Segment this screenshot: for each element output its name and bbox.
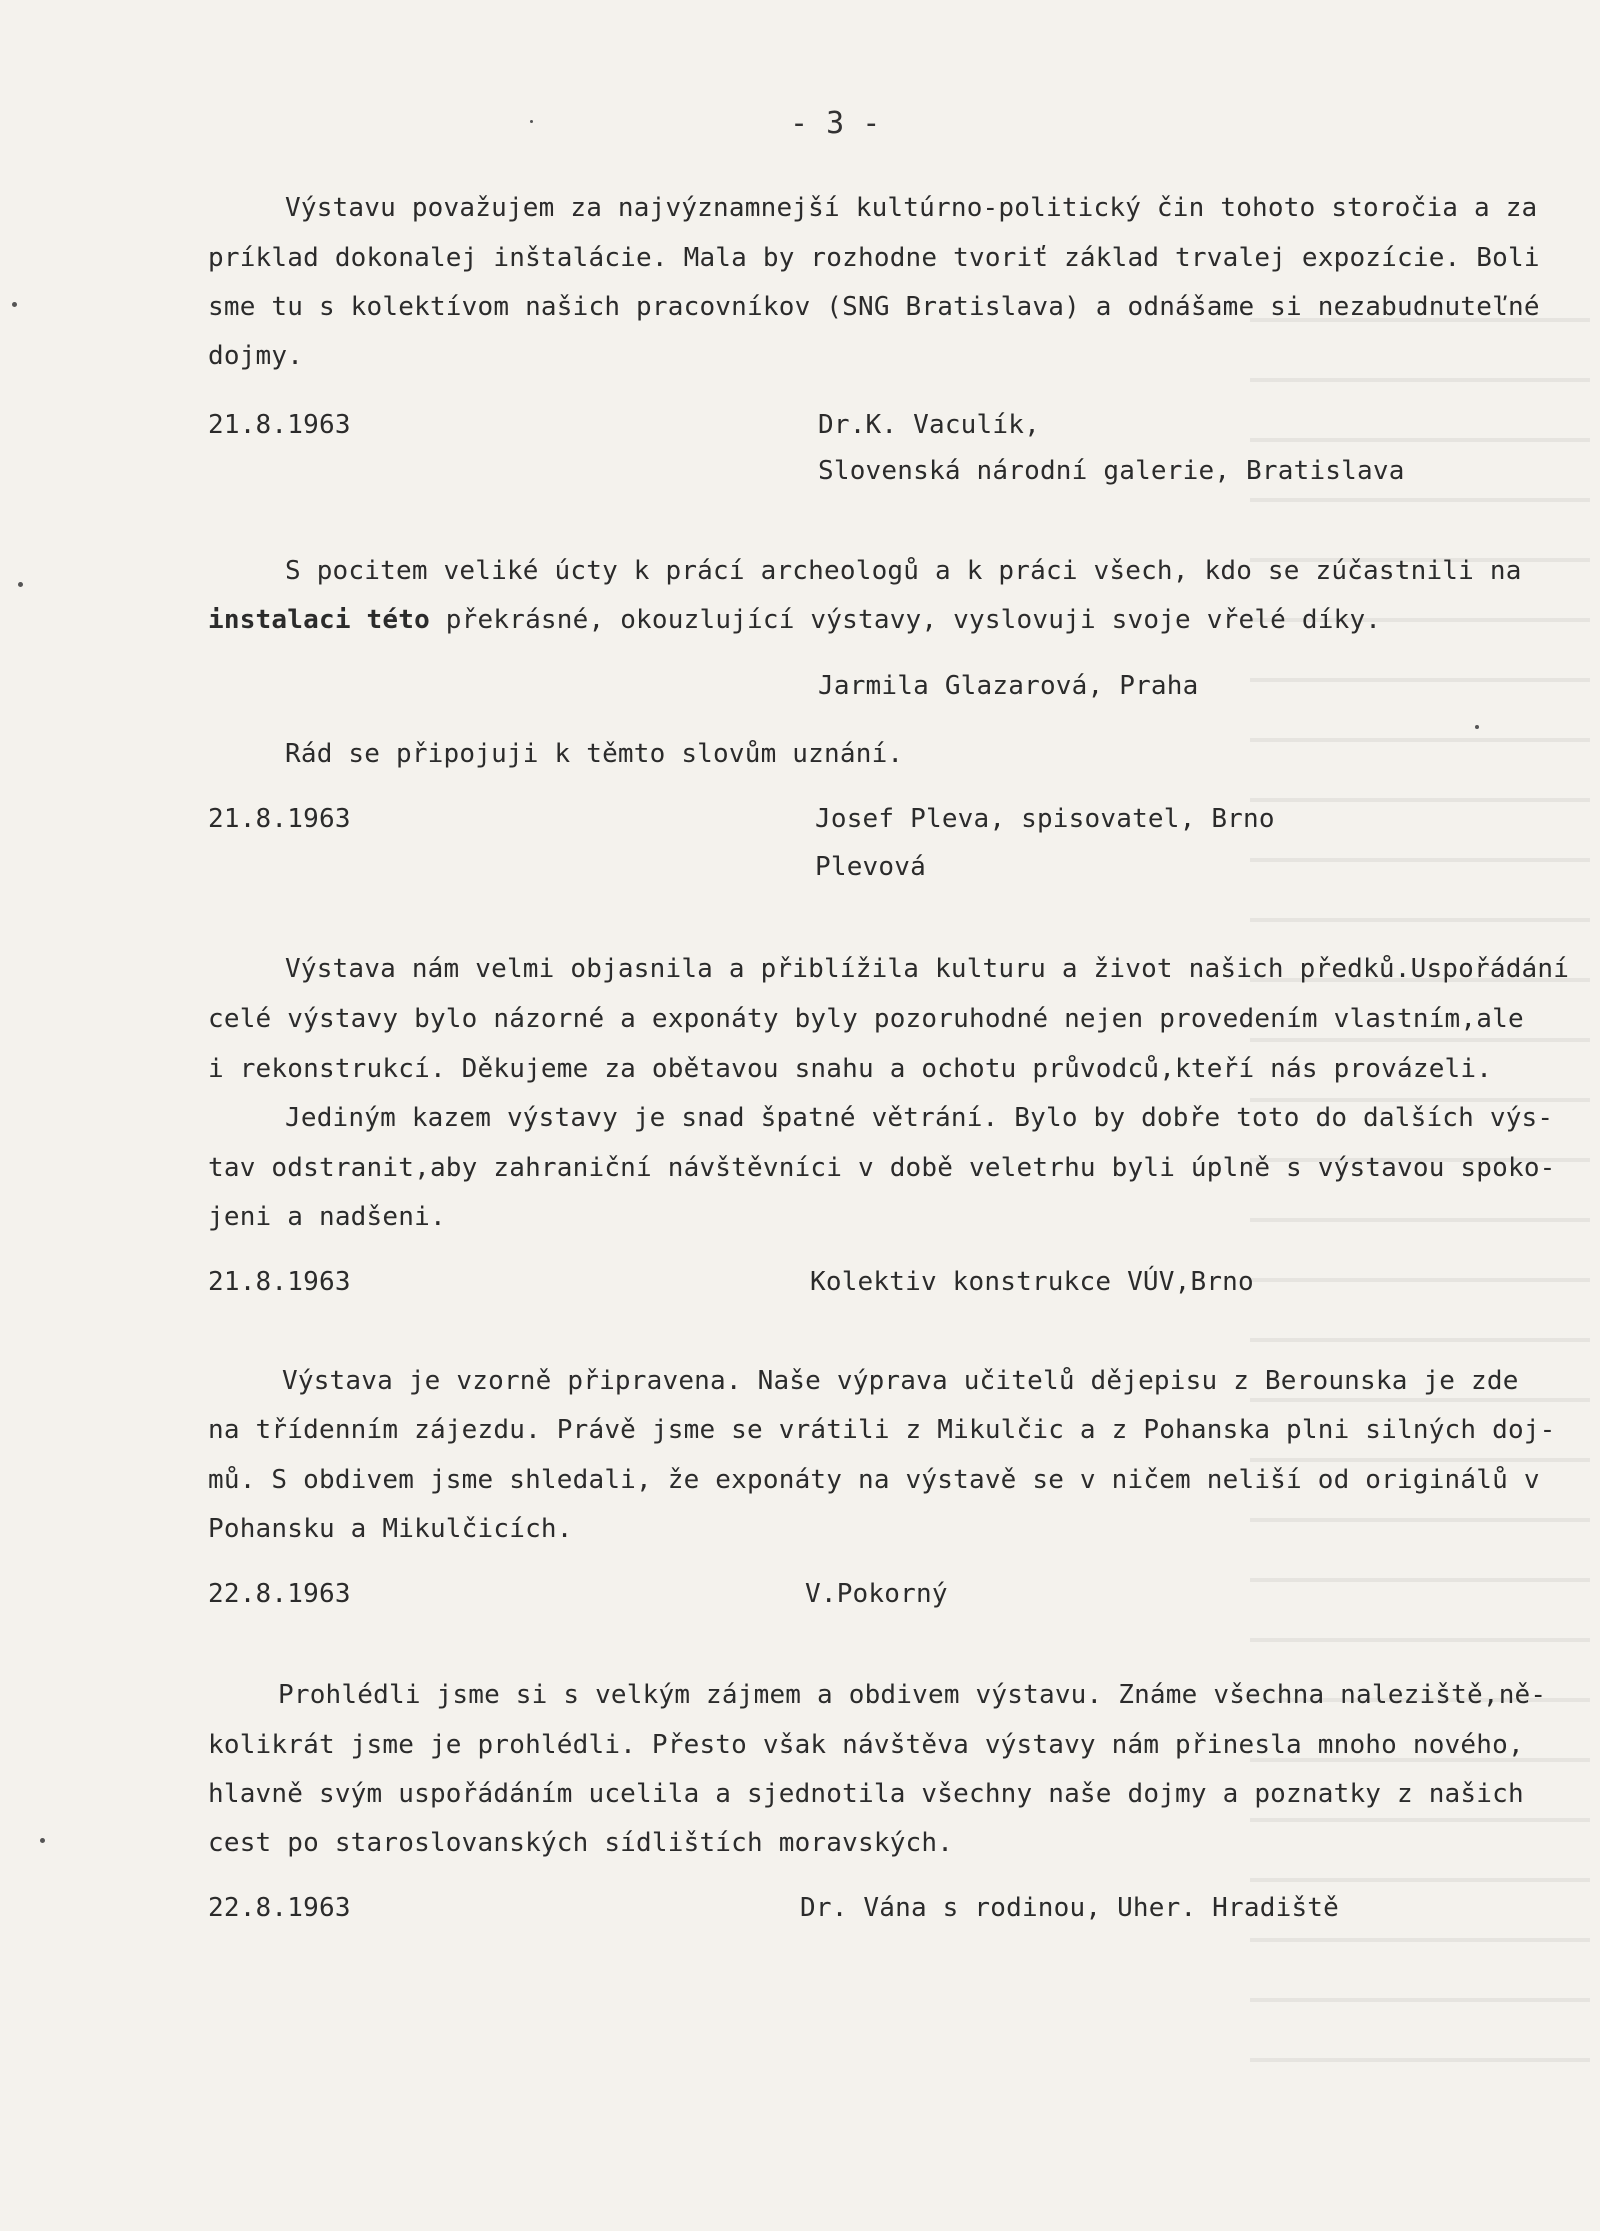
page-number: - 3 - [790,106,881,141]
entry-5-line-3: mů. S obdivem jsme shledali, že exponáty na výstavě se v ničem neliší od originálů v [208,1465,1540,1495]
entry-1-signature-name: Dr.K. Vaculík, [818,410,1040,440]
entry-3-line-1: Rád se připojuji k těmto slovům uznání. [285,739,904,769]
entry-4-signature: Kolektiv konstrukce VÚV,Brno [810,1267,1254,1297]
entry-5-line-4: Pohansku a Mikulčicích. [208,1514,573,1544]
entry-2-line-1: S pocitem veliké úcty k prácí archeologů a k práci všech, kdo se zúčastnili na [285,556,1522,586]
entry-4-date: 21.8.1963 [208,1267,351,1297]
entry-5-date: 22.8.1963 [208,1579,351,1609]
entry-1-line-2: príklad dokonalej inštalácie. Mala by rozhodne tvoriť základ trvalej expozície. Boli [208,243,1540,273]
entry-4-line-6: jeni a nadšeni. [208,1202,446,1232]
entry-4-line-5: tav odstranit,aby zahraniční návštěvníci v době veletrhu byli úplně s výstavou spoko- [208,1153,1556,1183]
entry-1-line-4: dojmy. [208,341,304,371]
entry-6-line-1: Prohlédli jsme si s velkým zájmem a obdivem výstavu. Známe všechna naleziště,ně- [278,1680,1547,1710]
entry-5-signature: V.Pokorný [805,1579,948,1609]
entry-6-line-4: cest po staroslovanských sídlištích moravských. [208,1828,954,1858]
entry-1-line-3: sme tu s kolektívom našich pracovníkov (SNG Bratislava) a odnášame si nezabudnuteľné [208,292,1540,322]
scan-speck [1475,725,1479,729]
entry-6-line-3: hlavně svým uspořádáním ucelila a sjednotila všechny naše dojmy a poznatky z našich [208,1779,1524,1809]
entry-1-date: 21.8.1963 [208,410,351,440]
scan-speck [530,120,533,123]
entry-3-date: 21.8.1963 [208,804,351,834]
entry-2-line-2 [208,604,1381,636]
entry-2-bold-text: instalaci této [208,605,430,635]
scan-speck [40,1838,45,1843]
entry-5-line-1: Výstava je vzorně připravena. Naše výprava učitelů dějepisu z Berounska je zde [282,1366,1519,1396]
entry-1-signature-affiliation: Slovenská národní galerie, Bratislava [818,456,1405,486]
scan-speck [18,582,23,587]
entry-3-signature-1: Josef Pleva, spisovatel, Brno [815,804,1275,834]
entry-6-line-2: kolikrát jsme je prohlédli. Přesto však návštěva výstavy nám přinesla mnoho nového, [208,1730,1524,1760]
entry-2-signature: Jarmila Glazarová, Praha [818,671,1199,701]
scan-speck [12,302,17,307]
entry-4-line-2: celé výstavy bylo názorné a exponáty byly pozoruhodné nejen provedením vlastním,ale [208,1004,1524,1034]
entry-4-line-4: Jediným kazem výstavy je snad špatné větrání. Bylo by dobře toto do dalších výs- [285,1103,1554,1133]
entry-1-line-1: Výstavu považujem za najvýznamnejší kultúrno-politický čin tohoto storočia a za [285,193,1538,223]
entry-5-line-2: na třídenním zájezdu. Právě jsme se vrátili z Mikulčic a z Pohanska plni silných doj- [208,1415,1556,1445]
entry-4-line-3: i rekonstrukcí. Děkujeme za obětavou snahu a ochotu průvodců,kteří nás provázeli. [208,1054,1493,1084]
entry-6-date: 22.8.1963 [208,1893,351,1923]
entry-2-line-2-rest: překrásné, okouzlující výstavy, vyslovuji svoje vřelé díky. [429,605,1382,635]
entry-3-signature-2: Plevová [815,852,926,882]
entry-6-signature: Dr. Vána s rodinou, Uher. Hradiště [800,1893,1340,1923]
entry-4-line-1: Výstava nám velmi objasnila a přiblížila kulturu a život našich předků.Uspořádání [285,954,1570,984]
